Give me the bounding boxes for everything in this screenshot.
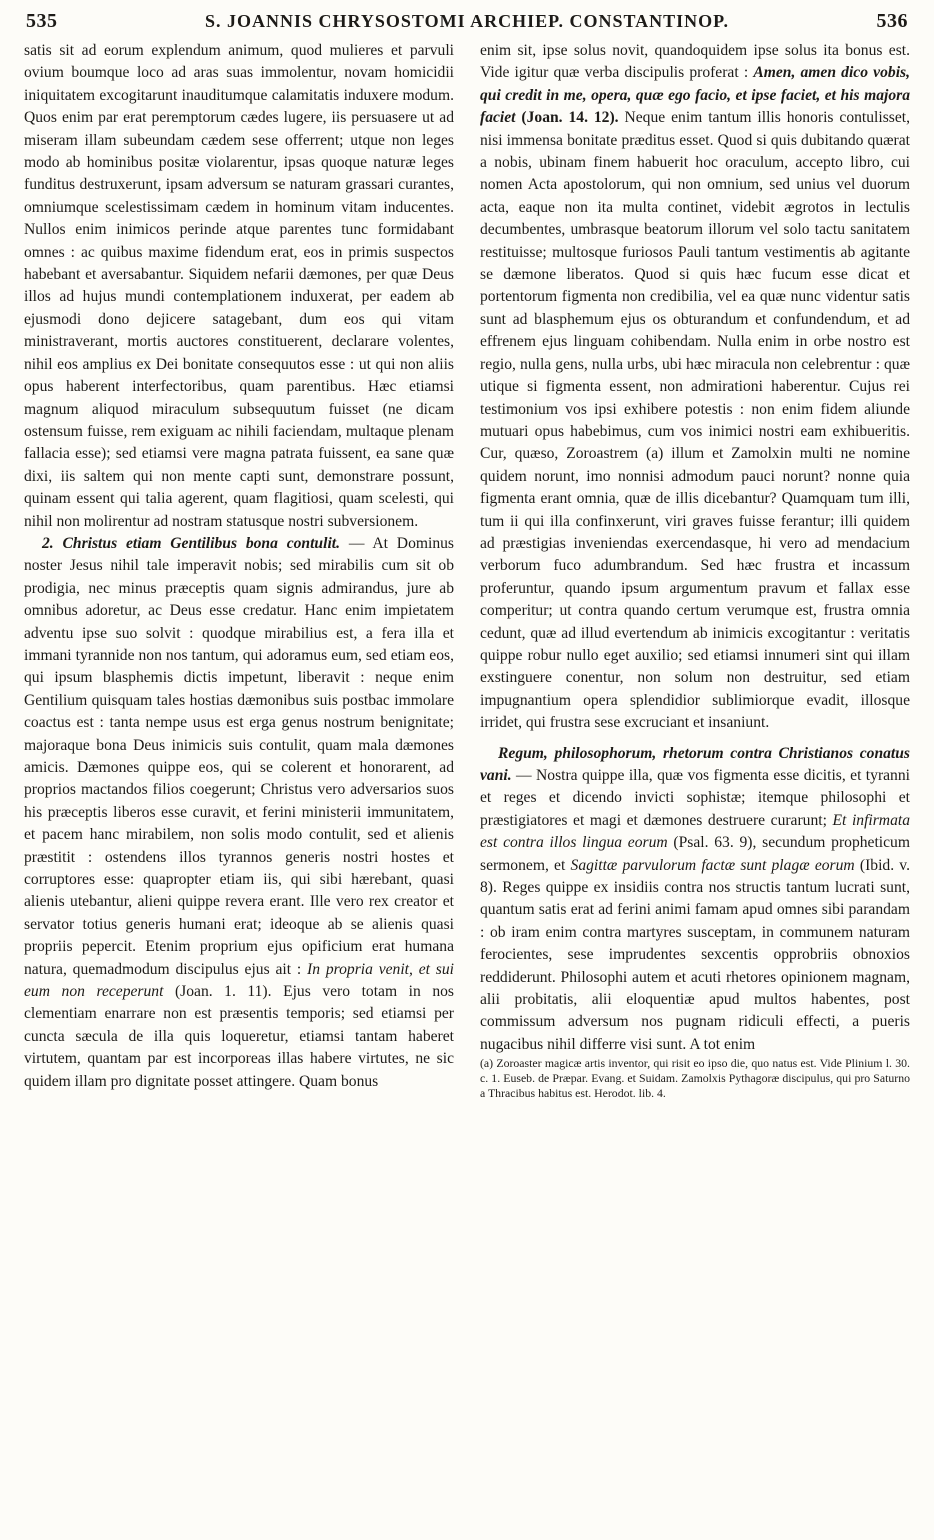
scripture-quote: In propria venit, et sui eum non receperunt <box>24 960 454 1001</box>
paragraph <box>24 533 454 1093</box>
paragraph <box>480 40 910 735</box>
scripture-ref: (Ibid. v. 8). <box>480 856 910 897</box>
paragraph-text: enim sit, ipse solus novit, quandoquidem ipse solus ita bonus est. Vide igitur quæ verba discipulis proferat : <box>480 42 910 82</box>
right-column <box>480 40 910 1101</box>
scripture-quote: Sagittæ parvulorum factæ sunt plagæ eorum <box>570 856 855 874</box>
paragraph-text: Ejus vero totam in nos clementiam enarrare non est præsentis temporis; sed etiamsi per cuncta sæcula de illa quis loqueretur, etiamsi tantam haberet virtutem, quantam par est incorporeas illas habere virtutes, ne sic quidem illam pro dignitate posset attingere. Quam bonus <box>24 983 454 1090</box>
paragraph <box>480 743 910 1057</box>
paragraph-text: — Nostra quippe illa, quæ vos figmenta esse dicitis, et tyranni et reges et dicendo invicti sophistæ; itemque philosophi et præstigiatores et magi et dæmones destruere curarunt; <box>480 767 910 829</box>
paragraph-gap <box>480 735 910 743</box>
left-column <box>24 40 454 1101</box>
running-title: S. JOANNIS CHRYSOSTOMI ARCHIEP. CONSTANTINOP. <box>205 11 729 31</box>
scripture-ref: (Joan. 1. 11). <box>174 983 272 1001</box>
scripture-ref: (Psal. 63. 9), <box>673 834 757 852</box>
section-heading: 2. Christus etiam Gentilibus bona contulit. <box>42 534 341 552</box>
paragraph-text: Reges quippe ex insidiis contra nos structis tantum lucrati sunt, quantum satis erat ad ferini animi famam apud omnes sibi parandam : ob iram enim contra martyres susceptam, in communem naturam ferocientes, sese imprudentes sexcentis opprobriis obnoxios reddiderunt. Philosophi autem et acuti rhetores opinionem magnam, alii probitatis, alii eloquentiæ apud multos habentes, post commissum adversum nos pugnam ridiculi effecti, a pueris nugacibus nihil differre visi sunt. A tot enim <box>480 879 910 1053</box>
section-heading: Regum, philosophorum, rhetorum contra Christianos conatus vani. <box>480 744 910 784</box>
paragraph-text: Neque enim tantum illis honoris contulisset, nisi immensa bonitate præditus esset. Quod si quis dubitando quærat a nobis, ubinam finem habuerit hoc oraculum, accepto libro, cui nomen Acta apostolorum, qui non omnium, sed unius vel duorum acta, eaque non ita multa continet, videbit ægrotos in lectulis decumbentes, umbrasque beatorum illorum vel solo tactu sanitatem restituisse; multosque furiosos Pauli tantum vestimentis ab agitante se dæmone liberatos. Quod si quis hæc fucum esse dicat et portentorum figmenta non credibilia, vel ea quæ nunc videntur satis sunt ad blasphemum ejus os obturandum et confundendum, et ad effrenem ejus linguam cohibendam. Nulla enim in orbe nostro est regio, nulla gens, nulla urbs, ubi hæc miracula non celebrentur : quæ utique si figmenta essent, non admirationi haberentur. Cujus rei testimonium vos ipsi exhibere potestis : non enim fidem aliunde mutuari opus habebimus, cum vos inimici nostri eam exhibueritis. Cur, quæso, Zoroastrem (a) illum et Zamolxin multi ne nomine quidem norunt, imo nonnisi admodum pauci norunt? nonne quia figmenta erant omnia, quæ de illis dicebantur? Quamquam tum illi, tum ii qui illa confinxerunt, viri graves fuisse ferantur; illi quidem ad præstigias inveniendas exercendasque, hi vero ad mendacium verborum fuco adumbrandum. Sed hæc frustra et incassum proferuntur, quando ipsum argumentum pravum et fallax esse comperitur; ut contra quando certum verumque est, frustra omnia cedunt, quæ ad illud evertendum ab inimicis excogitantur : veritatis quippe robur nullo eget auxilio; sed etiamsi innumeri sint qui illam exstinguere conentur, non solum non destruitur, sed etiam impugnantium opera splendidior sublimiorque evadit, illosque irridet, qui frustra sese excruciant et insaniunt. <box>480 109 911 732</box>
scripture-quote: Amen, amen dico vobis, qui credit in me, opera, quæ ego facio, et ipse faciet, et his majora faciet <box>480 64 910 127</box>
scripture-quote: Et infirmata est contra illos lingua eorum <box>480 811 910 852</box>
page-number-right: 536 <box>876 10 908 32</box>
scripture-ref: (Joan. 14. 12). <box>521 109 619 127</box>
paragraph: satis sit ad eorum explendum animum, quod mulieres et parvuli ovium boumque loco ad aras suas immolentur, novam homicidii iniquitatem excogitarunt inauditumque calamitatis induxere modum. Quos enim par erat peremptorum cædes lugere, iis persuasere ut ad miseram illam subeundam cædem sese offerrent; utque non leges modo ab hominibus positæ violarentur, ipsas quoque naturæ leges funditus destruxerunt, ipsam adversum se naturam grassari curantes, omniumque scelestissimam cædem in hominum vitam inducentes. Nullos enim inimicos perinde atque parentes tunc formidabant omnes : ac quibus maxime fidendum erat, eos in primis suspectos habebant et aversabantur. Siquidem nefarii dæmones, per quæ Deus illos ad hujus mundi contemplationem induxerat, per eadem ab ejusmodi dono dejicere satagebant, dum eos qui vitam ministraverant, mortis auctores constituerent, declarare volentes, nihil eos amplius ex Dei bonitate consequutos esse : ut qui non aliis opus haberent interfectoribus, quam parentibus. Hæc etiamsi magnum aliquod miraculum subsequutum fuisset (ne dicam ostensum fuisse, rem exiguam ac nihili faciendam, multaque plenam fallacia esse); sed etiamsi vere magna patrata fuissent, ea sane quæ dixi, iis saltem qui non mente capti sunt, demonstrare possunt, quinam essent qui talia agerent, quam flagitiosi, quam scelesti, qui nihil non molirentur ad nostram statusque nostri subversionem. <box>24 42 454 530</box>
page-number-left: 535 <box>26 10 58 32</box>
paragraph-text: secundum propheticum sermonem, et <box>480 834 910 874</box>
running-header <box>24 10 910 40</box>
text-columns <box>24 40 910 1101</box>
paragraph-text: — At Dominus noster Jesus nihil tale imperavit nobis; sed mirabilis cum sit ob prodigia, nec minus præceptis quam signis admirandus, jure ab omnibus adoretur, ac Deus esse credatur. Hanc enim impietatem adventu ipse suo solvit : quodque mirabilius est, a fera illa et immani tyrannide non nos tantum, qui adoramus eum, sed etiam eos, qui ipsum blasphemis dictis impetunt, liberavit : neque enim Gentilium quisquam tales hostias dæmonibus suis postbac immolare coactus est : tanta nempe usus est erga genus nostrum benignitate; majoraque bona Deus inimicis suis contulit, quam mala dæmones amicis. Dæmones quippe eos, qui se colerent et honorarent, ad proprios mactandos filios coegerunt; Christus vero adversarios suos his præceptis liberos esse curavit, et ferini ministerii immunitatem, et pacem hanc mirabilem, non solis modo contulit, sed et alienis præstitit : ostendens illos tyrannos generis nostri hostes et corruptores esse: quapropter etiam iis, qui sibi hærebant, quasi alienis utebantur, alieni quippe revera erant. Ille vero rex creator et servator totius generis humani erat; ideoque ab se alienis quasi propriis pepercit. Etenim proprium ejus opificium erat humana natura, quemadmodum discipulus ejus ait : <box>24 534 454 978</box>
footnote: (a) Zoroaster magicæ artis inventor, qui risit eo ipso die, quo natus est. Vide Plinium l. 30. c. 1. Euseb. de Præpar. Evang. et Suidam. Zamolxis Pythagoræ discipulus, qui pro Saturno a Thracibus habitus est. Herodot. lib. 4. <box>480 1056 910 1101</box>
